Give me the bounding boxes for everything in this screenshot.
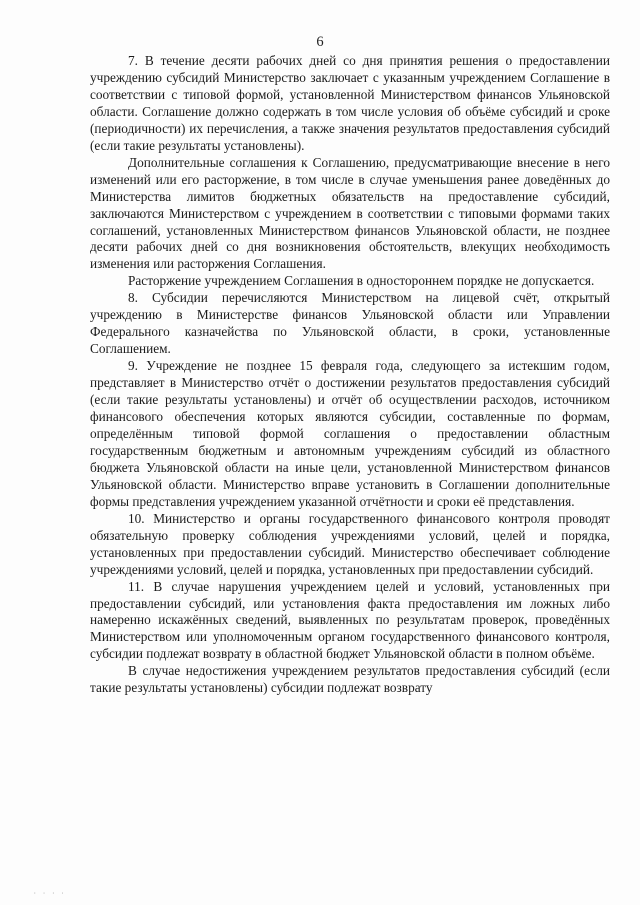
document-body [90,53,610,697]
paragraph-9: 9. Учреждение не позднее 15 февраля года, следующего за истекшим годом, представляет в Министерство отчёт о достижении результатов предоставления субсидий (если такие результаты установлены) и отчёт об осуществлении расходов, источником финансового обеспечения которых являются субсидии, составленные по формам, определённым типовой формой соглашения о предоставлении областным государственным бюджетным и автономным учреждениям субсидий из областного бюджета Ульяновской области на иные цели, установленной Министерством финансов Ульяновской области. Министерство вправе установить в Соглашении дополнительные формы представления учреждением указанной отчётности и сроки её представления. [90,358,610,509]
paragraph-10: 10. Министерство и органы государственного финансового контроля проводят обязательную проверку соблюдения учреждениями условий, целей и порядка, установленных при предоставлении субсидий. Министерство обеспечивает соблюдение учреждениями условий, целей и порядка, установленных при предоставлении субсидий. [90,510,610,577]
paragraph-termination: Расторжение учреждением Соглашения в одностороннем порядке не допускается. [128,273,595,289]
paragraph-11: 11. В случае нарушения учреждением целей и условий, установленных при предоставлении субсидий, или установления факта предоставления им ложных либо намеренно искажённых сведений, выявленных по результатам проверок, проведённых Министерством или уполномоченным органом государственного финансового контроля, субсидии подлежат возврату в областной бюджет Ульяновской области в полном объёме. [90,578,610,662]
paragraph-8: 8. Субсидии перечисляются Министерством на лицевой счёт, открытый учреждению в Министерстве финансов Ульяновской области или Управлении Федерального казначейства по Ульяновской области, в сроки, установленные Соглашением. [90,290,610,357]
page-number: 6 [316,34,324,50]
paragraph-additional-agreements: Дополнительные соглашения к Соглашению, предусматривающие внесение в него изменений или его расторжение, в том числе в случае уменьшения ранее доведённых до Министерства лимитов бюджетных обязательств на предоставление субсидий, заключаются Министерством с учреждением в соответствии с типовыми формами таких соглашений, установленных Министерством финансов Ульяновской области, не позднее десяти рабочих дней со дня возникновения обстоятельств, влекущих необходимость изменения или расторжения Соглашения. [90,154,610,272]
paragraph-non-achievement: В случае недостижения учреждением результатов предоставления субсидий (если такие результаты установлены) субсидии подлежат возврату [90,663,610,696]
paragraph-7: 7. В течение десяти рабочих дней со дня принятия решения о предоставлении учреждению субсидий Министерство заключает с указанным учреждением Соглашение в соответствии с типовой формой, установленной Министерством финансов Ульяновской области. Соглашение должно содержать в том числе условия об объёме субсидий и сроке (периодичности) их перечисления, а также значения результатов предоставления субсидий (если такие результаты установлены). [90,53,610,153]
scan-artifact: · · · · [33,890,66,897]
